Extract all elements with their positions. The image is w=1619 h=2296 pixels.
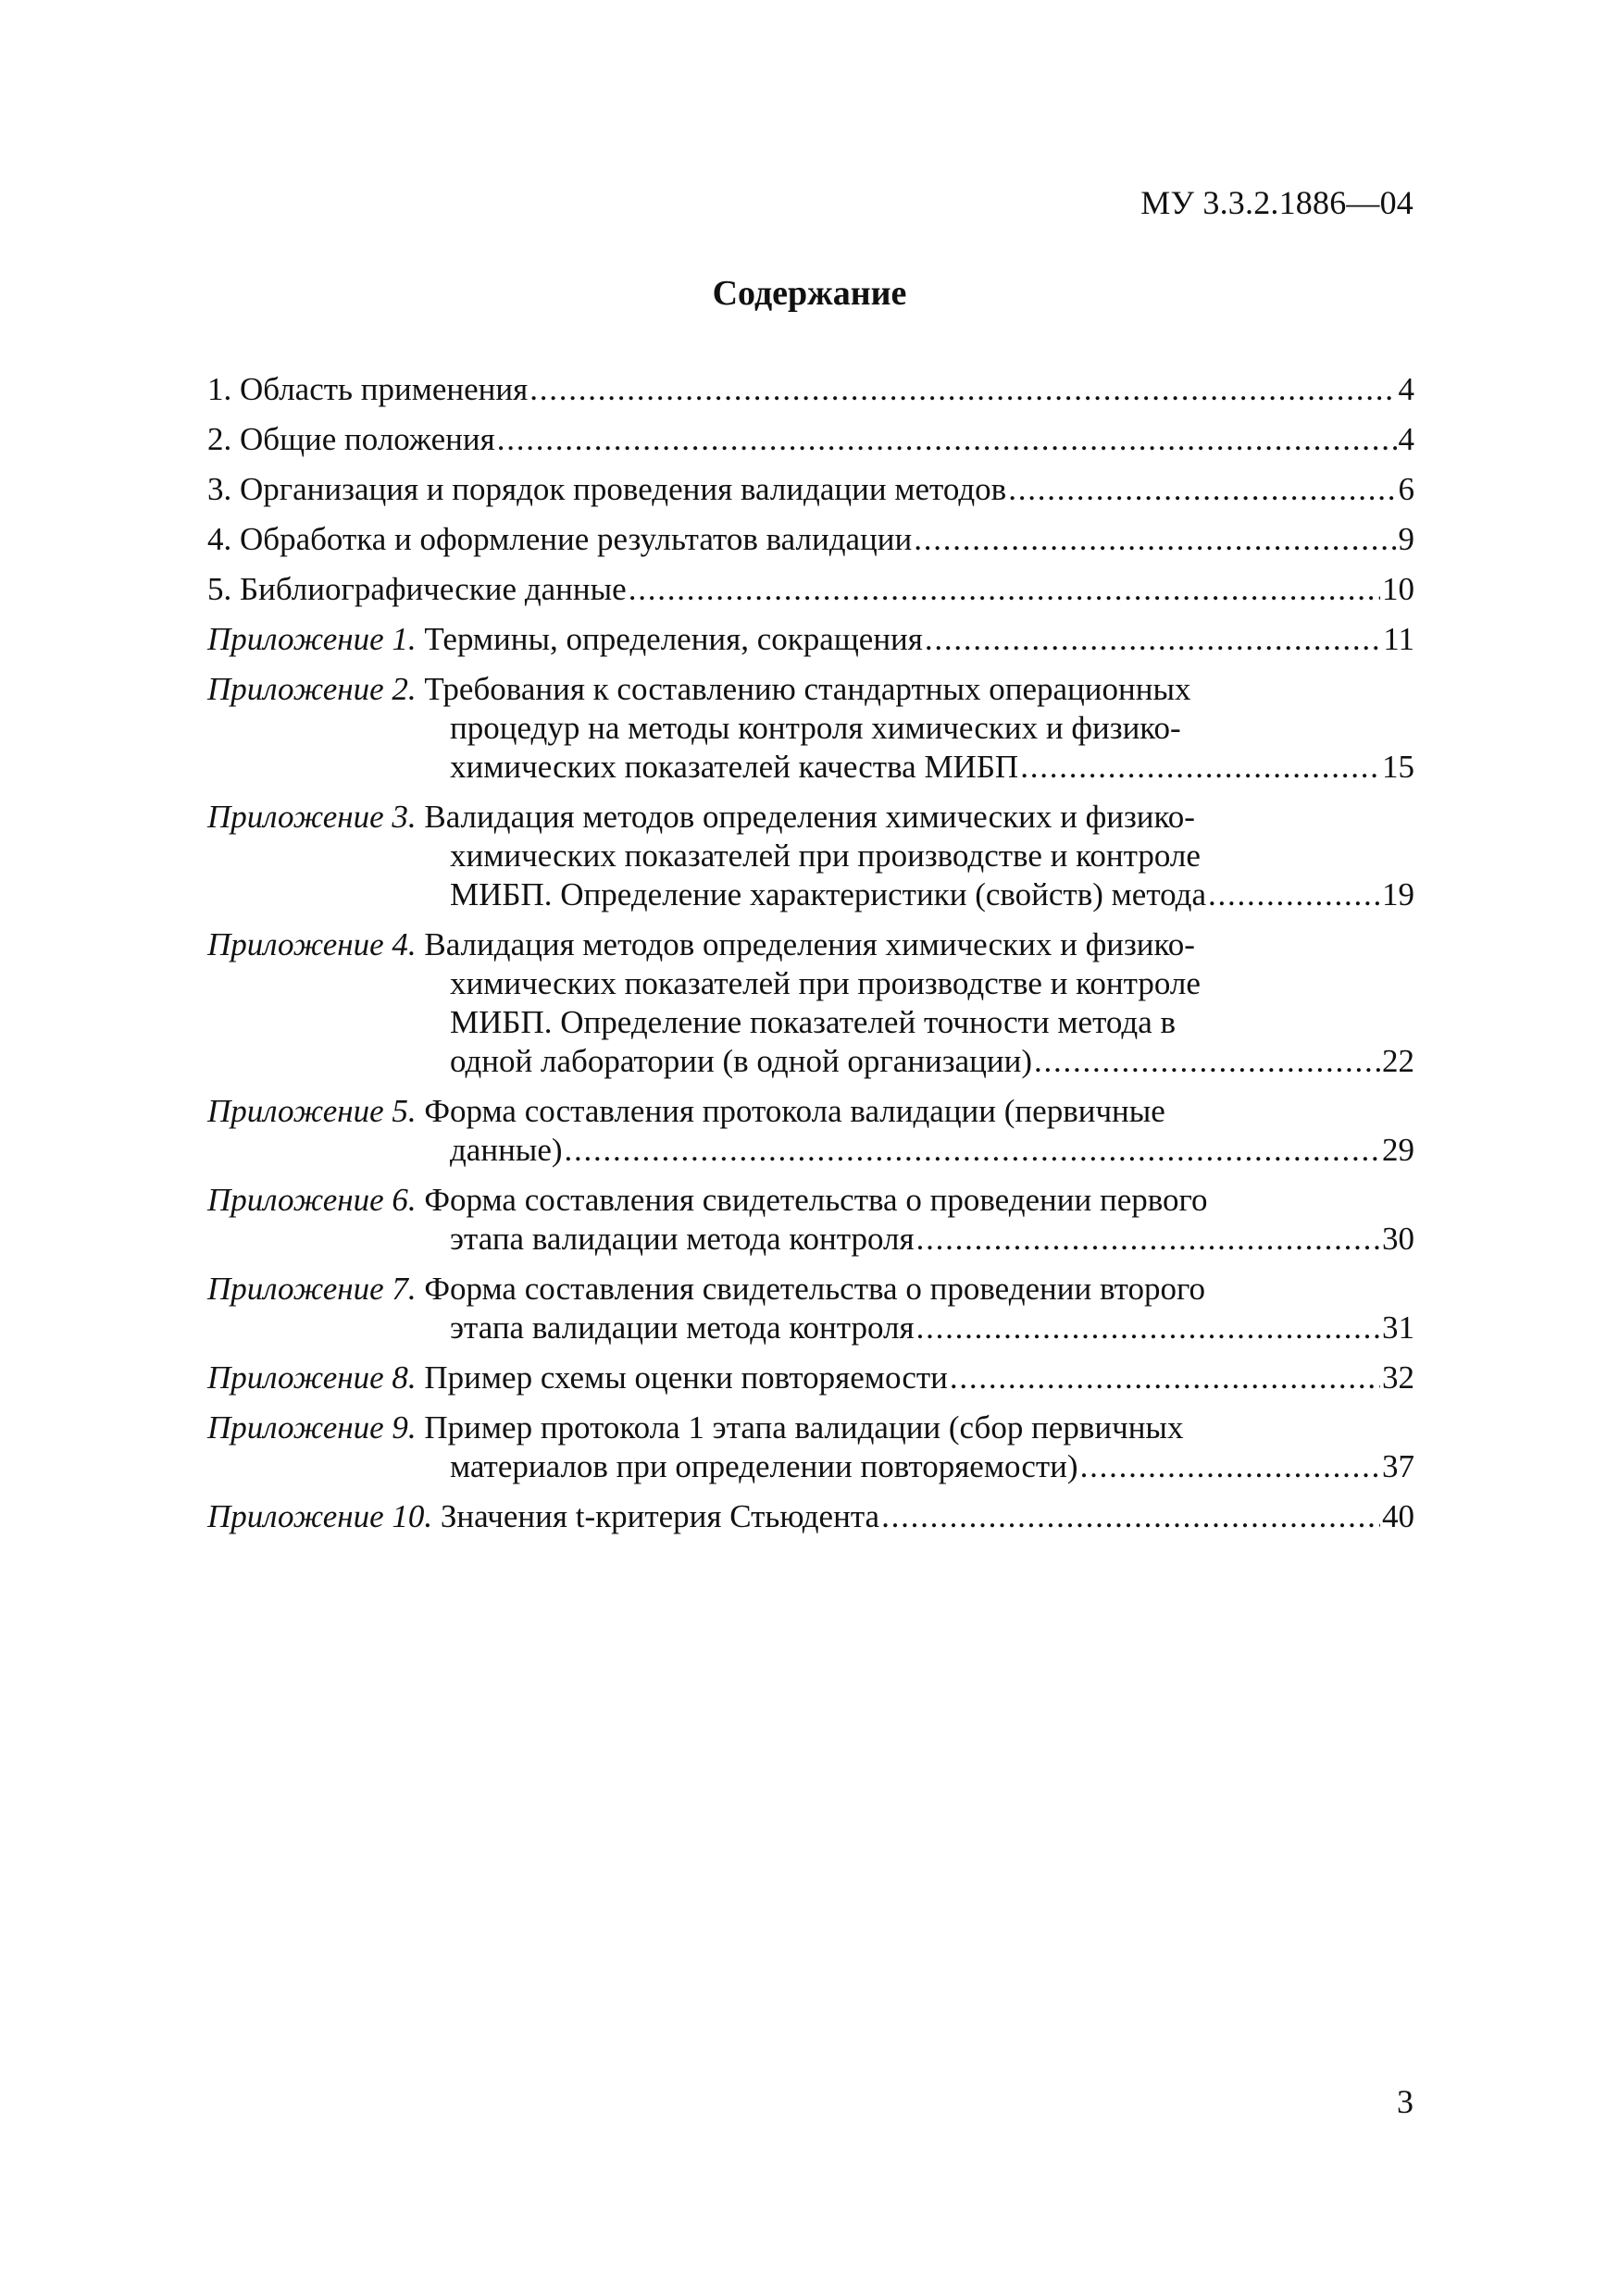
dot-leader <box>1208 875 1380 914</box>
toc-entry-text: 1. Область применения <box>207 371 529 407</box>
page-title: Содержание <box>712 274 907 313</box>
dot-leader <box>914 520 1396 559</box>
table-of-contents <box>207 370 1414 1547</box>
appendix-title-line: МИБП. Определение характеристики (свойств) метода <box>450 876 1207 912</box>
toc-entry-appendix-1[interactable] <box>207 620 1414 659</box>
toc-page-number: 4 <box>1398 421 1414 457</box>
toc-page-number: 9 <box>1398 521 1414 557</box>
appendix-title-line: этапа валидации метода контроля <box>450 1221 915 1257</box>
appendix-title: Значения t-критерия Стьюдента <box>440 1498 880 1534</box>
toc-page-number: 30 <box>1382 1221 1414 1257</box>
page-number: 3 <box>1397 2083 1414 2120</box>
dot-leader <box>1080 1447 1380 1486</box>
appendix-title-line: химических показателей при производстве и контроле <box>450 965 1201 1001</box>
toc-entry-text: 2. Общие положения <box>207 421 495 457</box>
appendix-title: Термины, определения, сокращения <box>424 621 923 657</box>
toc-entry-appendix-10[interactable] <box>207 1497 1414 1536</box>
toc-entry-text: 3. Организация и порядок проведения валидации методов <box>207 471 1007 507</box>
appendix-label: Приложение 1. <box>207 621 417 657</box>
toc-page-number: 31 <box>1382 1309 1414 1346</box>
toc-entry[interactable] <box>207 420 1414 459</box>
appendix-title-line: химических показателей при производстве и контроле <box>450 838 1201 874</box>
dot-leader <box>916 1309 1380 1347</box>
toc-entry[interactable] <box>207 470 1414 509</box>
toc-page-number: 19 <box>1382 876 1414 912</box>
appendix-label: Приложение 8. <box>207 1359 417 1396</box>
toc-entry-appendix-4[interactable] <box>207 925 1414 1081</box>
appendix-title: Пример схемы оценки повторяемости <box>424 1359 948 1396</box>
toc-entry[interactable] <box>207 570 1414 609</box>
toc-page-number: 4 <box>1398 371 1414 407</box>
dot-leader <box>497 420 1397 459</box>
dot-leader <box>950 1359 1380 1397</box>
appendix-label: Приложение 9. <box>207 1409 417 1446</box>
appendix-title-line: процедур на методы контроля химических и физико- <box>450 710 1181 746</box>
appendix-title-line: Пример протокола 1 этапа валидации (сбор первичных <box>424 1409 1184 1446</box>
dot-leader <box>529 370 1396 409</box>
appendix-title-line: Форма составления свидетельства о проведении первого <box>424 1182 1208 1218</box>
toc-entry-appendix-5[interactable] <box>207 1092 1414 1170</box>
appendix-label: Приложение 10. <box>207 1498 433 1534</box>
appendix-title-line: материалов при определении повторяемости) <box>450 1448 1078 1484</box>
toc-entry-appendix-3[interactable] <box>207 798 1414 914</box>
appendix-title-line: МИБП. Определение показателей точности метода в <box>450 1004 1177 1040</box>
toc-entry-appendix-7[interactable] <box>207 1270 1414 1347</box>
appendix-title-line: Форма составления протокола валидации (первичные <box>424 1093 1165 1129</box>
appendix-title-line: Требования к составлению стандартных операционных <box>424 671 1191 707</box>
appendix-title-line: химических показателей качества МИБП <box>450 749 1019 785</box>
toc-page-number: 11 <box>1383 621 1414 657</box>
appendix-title-line: Валидация методов определения химических и физико- <box>424 799 1195 835</box>
dot-leader <box>1034 1042 1380 1081</box>
appendix-title-line: одной лаборатории (в одной организации) <box>450 1043 1032 1079</box>
toc-page-number: 40 <box>1382 1498 1414 1534</box>
toc-page-number: 37 <box>1382 1448 1414 1484</box>
dot-leader <box>925 620 1381 659</box>
dot-leader <box>565 1131 1380 1170</box>
toc-entry-appendix-6[interactable] <box>207 1181 1414 1259</box>
toc-entry[interactable] <box>207 370 1414 409</box>
appendix-label: Приложение 7. <box>207 1271 417 1307</box>
appendix-title-line: Валидация методов определения химических и физико- <box>424 926 1195 962</box>
toc-entry[interactable] <box>207 520 1414 559</box>
appendix-label: Приложение 6. <box>207 1182 417 1218</box>
appendix-title-line: Форма составления свидетельства о проведении второго <box>424 1271 1205 1307</box>
dot-leader <box>1020 748 1380 787</box>
toc-page-number: 6 <box>1398 471 1414 507</box>
appendix-label: Приложение 5. <box>207 1093 417 1129</box>
toc-entry-text: 4. Обработка и оформление результатов валидации <box>207 521 913 557</box>
toc-entry-text: 5. Библиографические данные <box>207 571 627 607</box>
toc-page-number: 10 <box>1382 571 1414 607</box>
toc-page-number: 22 <box>1382 1043 1414 1079</box>
dot-leader <box>881 1497 1380 1536</box>
dot-leader <box>916 1220 1380 1259</box>
toc-page-number: 29 <box>1382 1132 1414 1168</box>
appendix-label: Приложение 3. <box>207 799 417 835</box>
appendix-label: Приложение 4. <box>207 926 417 962</box>
toc-page-number: 15 <box>1382 749 1414 785</box>
toc-entry-appendix-2[interactable] <box>207 670 1414 787</box>
document-code: МУ 3.3.2.1886—04 <box>1140 184 1414 221</box>
toc-entry-appendix-9[interactable] <box>207 1409 1414 1486</box>
dot-leader <box>629 570 1380 609</box>
appendix-title-line: данные) <box>450 1132 563 1168</box>
appendix-label: Приложение 2. <box>207 671 417 707</box>
toc-page-number: 32 <box>1382 1359 1414 1396</box>
toc-entry-appendix-8[interactable] <box>207 1359 1414 1397</box>
dot-leader <box>1008 470 1396 509</box>
appendix-title-line: этапа валидации метода контроля <box>450 1309 915 1346</box>
